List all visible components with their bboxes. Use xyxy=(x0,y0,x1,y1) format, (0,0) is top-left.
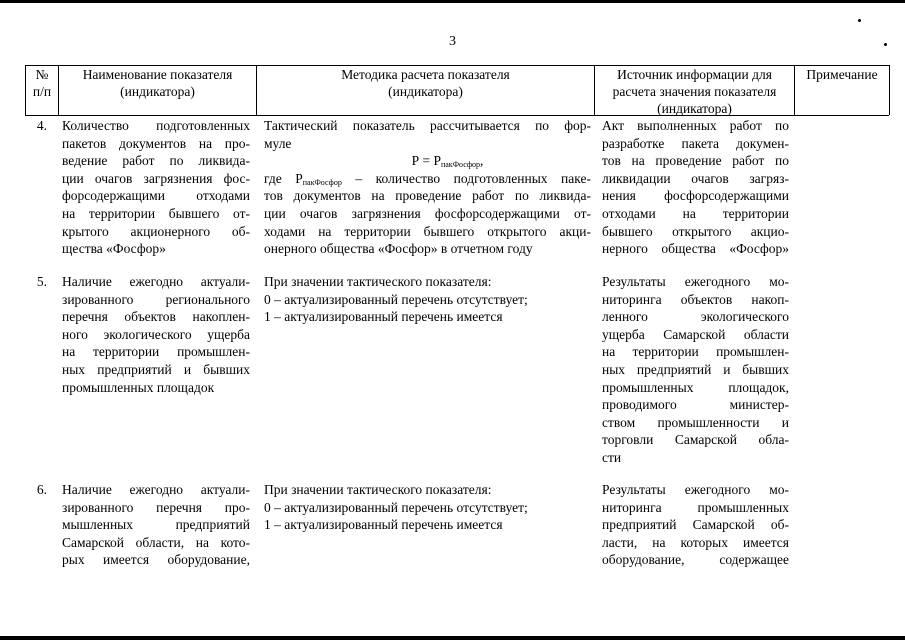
text-line: рых имеется оборудование, xyxy=(62,552,250,568)
formula-tail: , xyxy=(480,153,484,169)
row-name xyxy=(62,117,250,258)
text-line: ных предприятий и бывших xyxy=(62,361,250,377)
row-name xyxy=(62,481,250,569)
text-line: зированного перечня про- xyxy=(62,499,250,515)
text-line: промышленных площадок, xyxy=(602,379,789,395)
row-number: 6. xyxy=(36,482,47,497)
scan-bottom-edge xyxy=(0,636,905,640)
page-number: 3 xyxy=(449,34,456,49)
text-line: бывшего открытого акцио- xyxy=(602,223,789,239)
text-line: торговли Самарской обла- xyxy=(602,432,789,448)
text-line: проводимого министер- xyxy=(602,397,789,413)
text-line: нения фосфорсодержащими xyxy=(602,188,789,204)
row-number: 4. xyxy=(36,118,47,133)
text-line: Наличие ежегодно актуали- xyxy=(62,482,250,497)
text-line: ущерба Самарской области xyxy=(602,326,789,342)
text-line: на территории промышлен- xyxy=(602,344,789,360)
where-prefix: где Р xyxy=(264,170,303,186)
text-line: муле xyxy=(264,135,292,151)
text-line: крытого акционерного об- xyxy=(62,223,250,239)
row-source xyxy=(602,273,789,467)
text-line: 1 – актуализированный перечень имеется xyxy=(264,517,503,533)
text-line: ции очагов загрязнения фосфорсодержащими от- xyxy=(264,205,591,221)
text-line: При значении тактического показателя: xyxy=(264,274,492,289)
text-line: на территории промышлен- xyxy=(62,344,250,360)
text-line: ных предприятий и бывших xyxy=(602,361,789,377)
text-line: ниторинга объектов накоп- xyxy=(602,291,789,307)
text-line: ного экологического ущерба xyxy=(62,326,250,342)
text-line: Акт выполненных работ по xyxy=(602,118,789,133)
formula-subscript: пакФосфор xyxy=(440,160,481,170)
text-line: 0 – актуализированный перечень отсутствует; xyxy=(264,499,528,515)
header-line: (индикатора) xyxy=(657,101,732,116)
text-line: При значении тактического показателя: xyxy=(264,482,492,497)
row-source xyxy=(602,117,789,258)
text-line: Результаты ежегодного мо- xyxy=(602,274,789,289)
header-line: Примечание xyxy=(806,67,878,82)
text-line: разработке пакета докумен- xyxy=(602,135,789,151)
scan-speck xyxy=(858,19,861,22)
text-line: щества «Фосфор» xyxy=(62,241,166,257)
text-line: Наличие ежегодно актуали- xyxy=(62,274,250,289)
col-divider xyxy=(889,65,890,115)
text-line: онерного общества «Фосфор» в отчетном году xyxy=(264,241,533,257)
text-line: мышленных предприятий xyxy=(62,517,250,533)
text-line: ходами на территории бывшего открытого акци- xyxy=(264,223,591,239)
text-line: предприятий Самарской об- xyxy=(602,517,789,533)
scan-top-edge xyxy=(0,0,905,3)
row-method xyxy=(264,481,591,534)
text-line: промышленных площадок xyxy=(62,379,215,395)
where-subscript: пакФосфор xyxy=(302,177,342,187)
row-method xyxy=(264,117,591,258)
text-line: ласти, на которых имеется xyxy=(602,534,789,550)
text-line: пакетов документов на про- xyxy=(62,135,250,151)
text-line: сти xyxy=(602,449,622,465)
header-line: № xyxy=(35,67,49,82)
text-line: Самарской области, на кото- xyxy=(62,534,250,550)
header-line: Источник информации для xyxy=(617,67,772,82)
header-line: п/п xyxy=(32,84,52,99)
text-line: Результаты ежегодного мо- xyxy=(602,482,789,497)
text-line: ниторинга промышленных xyxy=(602,499,789,515)
row-source xyxy=(602,481,789,569)
header-name xyxy=(59,65,256,115)
text-line: тов документов на проведение работ по ликвида- xyxy=(264,188,591,204)
text-line xyxy=(264,170,591,188)
header-method xyxy=(257,65,594,115)
text-line: зированного регионального xyxy=(62,291,250,307)
row-name xyxy=(62,273,250,396)
text-line: форсодержащими отходами xyxy=(62,188,250,204)
header-line: Наименование показателя xyxy=(82,67,233,82)
text-line: ведение работ по ликвида- xyxy=(62,153,250,169)
header-line: Методика расчета показателя xyxy=(341,67,510,82)
text-line: Количество подготовленных xyxy=(62,118,250,133)
row-number: 5. xyxy=(36,274,47,289)
text-line: ленного экологического xyxy=(602,309,789,325)
text-line: отходами на территории xyxy=(602,205,789,221)
text-line: ликвидации очагов загряз- xyxy=(602,170,789,186)
header-line: расчета значения показателя xyxy=(612,84,777,99)
header-num xyxy=(26,65,58,115)
text-line: Тактический показатель рассчитывается по фор- xyxy=(264,118,591,133)
text-line: нерного общества «Фосфор» xyxy=(602,241,789,257)
text-line: тов на проведение работ по xyxy=(602,153,789,169)
text-line: ции очагов загрязнения фос- xyxy=(62,170,250,186)
header-line: (индикатора) xyxy=(120,84,195,99)
row-method xyxy=(264,273,591,326)
text-line: перечня объектов накоплен- xyxy=(62,309,250,325)
header-line: (индикатора) xyxy=(388,84,463,99)
text-line: оборудование, содержащее xyxy=(602,552,789,568)
header-source xyxy=(595,65,794,115)
text-line: на территории бывшего от- xyxy=(62,205,250,221)
text-line: 0 – актуализированный перечень отсутствует; xyxy=(264,291,528,307)
header-note xyxy=(795,65,889,115)
text-line: ством промышленности и xyxy=(602,414,789,430)
formula-main: Р = Р xyxy=(411,153,441,169)
where-rest: – количество подготовленных паке- xyxy=(341,170,591,186)
formula xyxy=(264,152,591,170)
text-line: 1 – актуализированный перечень имеется xyxy=(264,309,503,325)
